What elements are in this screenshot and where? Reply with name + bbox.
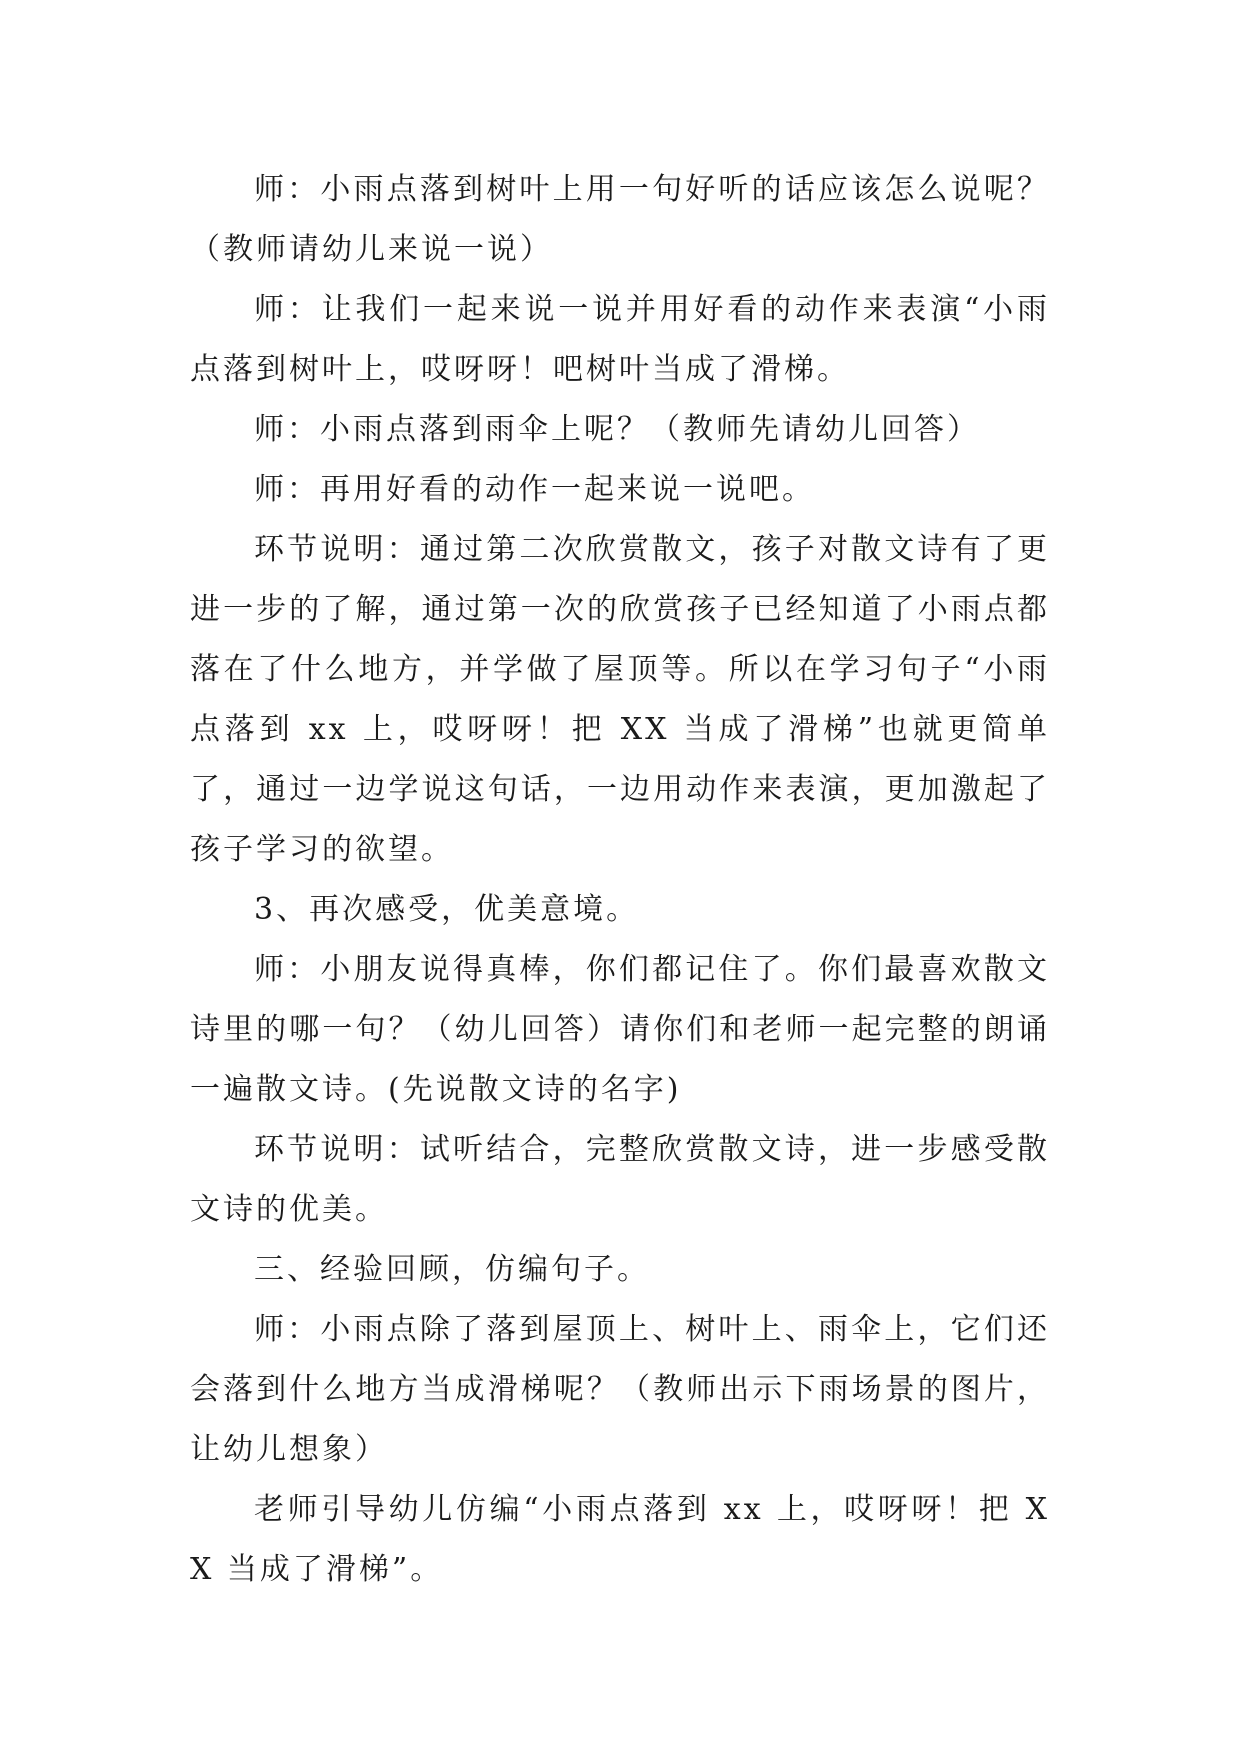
paragraph-4: 师：再用好看的动作一起来说一说吧。 xyxy=(254,472,815,507)
paragraph-1: 师：小雨点落到树叶上用一句好听的话应该怎么说呢？（教师请幼儿来说一说） xyxy=(190,172,1050,267)
paragraph-9: 三、经验回顾，仿编句子。 xyxy=(254,1252,650,1287)
paragraph-6: 3、再次感受，优美意境。 xyxy=(254,892,640,927)
paragraph-11: 老师引导幼儿仿编“小雨点落到 xx 上，哎呀呀！把 XX 当成了滑梯”。 xyxy=(190,1492,1050,1587)
paragraph-5: 环节说明：通过第二次欣赏散文，孩子对散文诗有了更进一步的了解，通过第一次的欣赏孩子已经知道了小雨点都落在了什么地方，并学做了屋顶等。所以在学习句子“小雨点落到 xx 上，哎呀呀！把 XX 当成了滑梯”也就更简单了，通过一边学说这句话，一边用动作来表演，更加激起了孩子学习的欲望。 xyxy=(190,532,1050,867)
paragraph-3: 师：小雨点落到雨伞上呢？（教师先请幼儿回答） xyxy=(254,412,980,447)
paragraph-10: 师：小雨点除了落到屋顶上、树叶上、雨伞上，它们还会落到什么地方当成滑梯呢？（教师出示下雨场景的图片，让幼儿想象） xyxy=(190,1312,1050,1467)
document-body xyxy=(190,160,1050,1600)
paragraph-7: 师：小朋友说得真棒，你们都记住了。你们最喜欢散文诗里的哪一句？（幼儿回答）请你们和老师一起完整的朗诵一遍散文诗。(先说散文诗的名字) xyxy=(190,952,1050,1107)
paragraph-8: 环节说明：试听结合，完整欣赏散文诗，进一步感受散文诗的优美。 xyxy=(190,1132,1050,1227)
paragraph-2: 师：让我们一起来说一说并用好看的动作来表演“小雨点落到树叶上，哎呀呀！吧树叶当成了滑梯。 xyxy=(190,292,1050,387)
